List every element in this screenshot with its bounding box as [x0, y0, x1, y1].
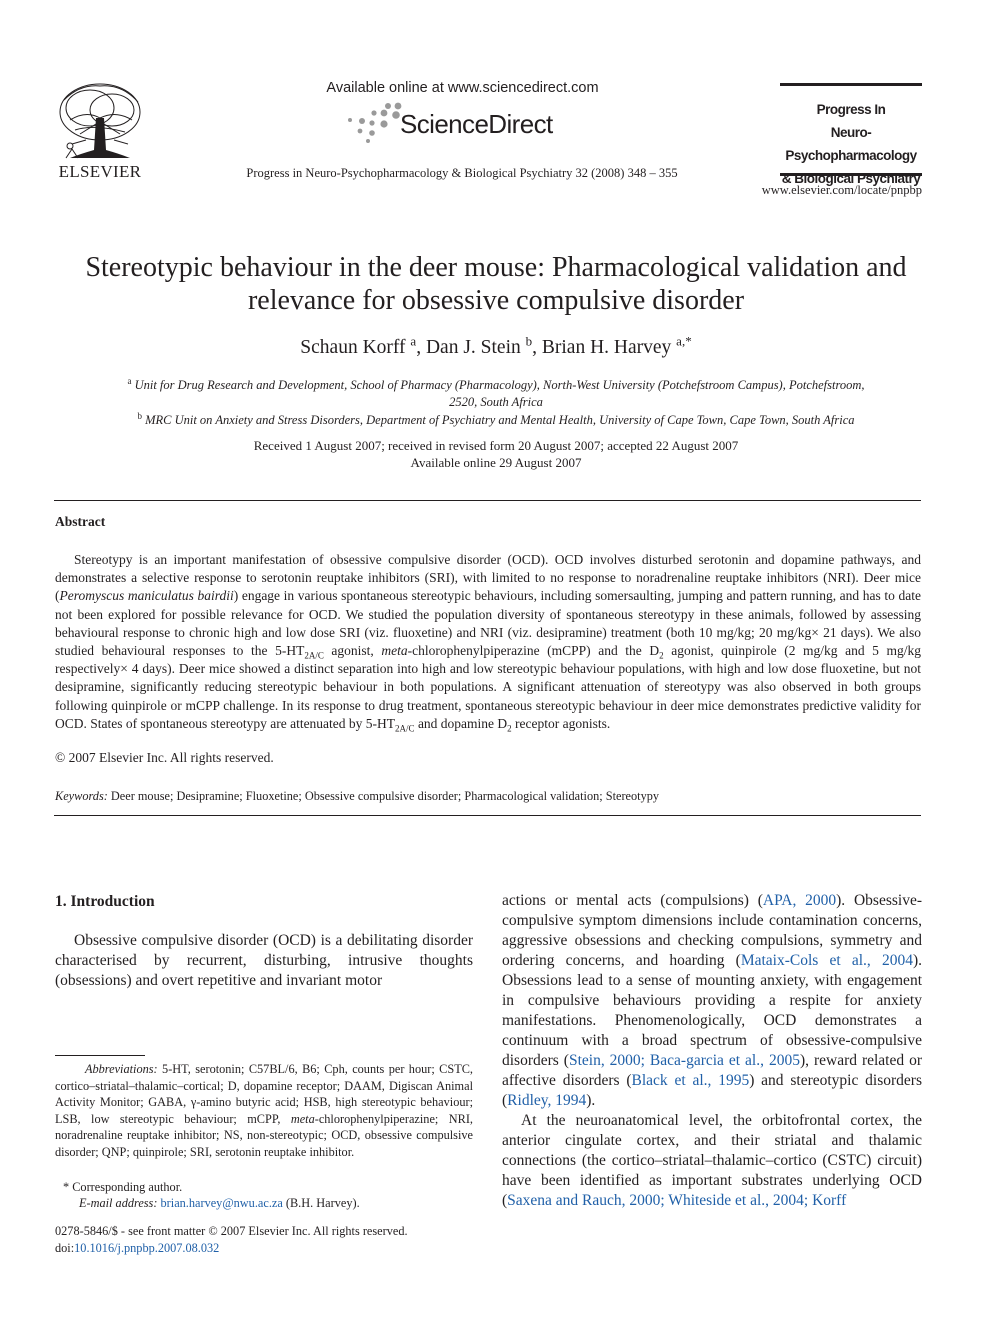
abstract-text-run: -chlorophenylpiperazine (mCPP) and the D	[407, 643, 660, 659]
citation-link[interactable]: Ridley, 1994	[507, 1092, 587, 1109]
email-label: E-mail address:	[79, 1196, 158, 1210]
journal-title-logo	[774, 98, 928, 190]
footnote-text: -chlorophenylpiperazine; NRI, noradrenaline reuptake inhibitor; NS, non-stereotypic; OCD, obsessive compulsive disorder; QNP; quinpirole; SRI, serotonin reuptake inhibitor.	[55, 1111, 473, 1159]
affiliation-text: 2520, South Africa	[449, 395, 543, 409]
divider	[54, 500, 921, 501]
body-text-run: At the neuroanatomical level, the orbitofrontal cortex, the anterior cingulate cortex, and their striatal and thalamic connections (the cortico–striatal–thalamic–cortico (CSTC) circuit) have been identified as important substrates underlying OCD (	[502, 1112, 922, 1209]
abstract-text-run: agonist, quinpirole (2 mg/kg and 5 mg/kg respectively× 4 days). Deer mice showed a distinct separation into high and low stereotypic behaviour populations, with high and low dose fluoxetine, but not desipramine, significantly reducing stereotypic behaviour in both populations. A significant attenuation of stereotypy was also observed in both groups following quinpirole or mCPP challenge. In its response to drug treatment, spontaneous stereotypic behaviour in deer mice demonstrates predictive validity for OCD. States of spontaneous stereotypy are attenuated by 5-HT	[55, 643, 921, 731]
doi-label: doi:	[55, 1241, 75, 1255]
subscript: 2A/C	[304, 650, 324, 661]
subscript: 2	[507, 723, 512, 734]
author-separator: ,	[532, 337, 542, 358]
author-list	[40, 333, 952, 359]
corresponding-author-note: * Corresponding author.	[63, 1180, 183, 1194]
available-online-date: Available online 29 August 2007	[410, 455, 582, 470]
italic-prefix: meta	[290, 1111, 315, 1126]
section-heading: 1. Introduction	[55, 893, 155, 910]
citation-link[interactable]: Stein, 2000; Baca-garcia et al., 2005	[568, 1052, 800, 1069]
keywords-list: Deer mouse; Desipramine; Fluoxetine; Obsessive compulsive disorder; Pharmacological validation; Stereotypy	[107, 789, 660, 803]
available-online-banner[interactable]: Available online at www.sciencedirect.com	[326, 80, 599, 96]
author-affiliation-mark[interactable]: b	[525, 333, 533, 349]
author-separator: ,	[416, 337, 426, 358]
abstract-text-run: Stereotypy is an important manifestation of obsessive compulsive disorder (OCD). OCD involves disturbed serotonin and dopamine pathways, and demonstrates a selective response to serotonin reuptake inhibitors (SRI), with limited to no response to noradrenaline reuptake inhibitors (NRI). Deer mice (	[55, 552, 921, 604]
affiliation-mark: a	[127, 375, 132, 386]
author-name: Dan J. Stein	[425, 337, 521, 358]
author-name: Brian H. Harvey	[541, 337, 672, 358]
affiliation-text: Unit for Drug Research and Development, School of Pharmacy (Pharmacology), North-West University (Potchefstroom Campus), Potchefstroom,	[134, 378, 865, 392]
divider	[54, 815, 921, 816]
citation-link[interactable]: APA, 2000	[762, 892, 837, 909]
affiliation-mark: b	[137, 410, 142, 421]
body-text-run: ).	[586, 1092, 596, 1109]
italic-prefix: meta	[381, 643, 408, 659]
body-text-run: ) and stereotypic disorders (	[502, 1072, 922, 1109]
abbreviations-footnote	[55, 1061, 473, 1160]
citation-link[interactable]: Mataix-Cols et al., 2004	[740, 952, 913, 969]
abstract-text-run: agonist,	[323, 643, 382, 659]
article-title-line: relevance for obsessive compulsive disorder	[247, 285, 745, 316]
body-paragraph	[502, 891, 922, 1111]
subscript: 2A/C	[395, 723, 415, 734]
species-name: Peromyscus maniculatus bairdii	[59, 588, 234, 604]
abstract-heading: Abstract	[55, 514, 106, 529]
email-footnote	[55, 1195, 473, 1212]
abbreviations-label: Abbreviations:	[85, 1062, 158, 1076]
email-link[interactable]: brian.harvey@nwu.ac.za	[160, 1196, 283, 1210]
journal-title-line: & Biological Psychiatry	[781, 171, 921, 186]
footnote-divider	[55, 1055, 145, 1056]
body-text-run: ). Obsessive-compulsive symptom dimensions include contamination concerns, aggressive obsessions and checking compulsions, symmetry and ordering concerns, and hoarding (	[502, 892, 922, 969]
author-affiliation-mark[interactable]: a,*	[676, 333, 692, 349]
body-text-run: ), reward related or affective disorders (	[502, 1052, 922, 1089]
received-dates: Received 1 August 2007; received in revised form 20 August 2007; accepted 22 August 2007	[253, 438, 739, 453]
elsevier-wordmark: ELSEVIER	[58, 162, 142, 181]
author-affiliation-mark[interactable]: a	[410, 333, 417, 349]
sciencedirect-wordmark: ScienceDirect	[400, 109, 553, 139]
citation-link[interactable]: Black et al., 1995	[631, 1072, 750, 1089]
article-title-line: Stereotypic behaviour in the deer mouse: Pharmacological validation and	[85, 252, 907, 283]
keywords	[55, 789, 659, 804]
citation-link[interactable]: Saxena and Rauch, 2000; Whiteside et al., 2004; Korff	[507, 1192, 847, 1209]
journal-title-line: Progress In	[816, 102, 886, 117]
body-text-run: actions or mental acts (compulsions) (	[502, 892, 763, 909]
abstract-text-run: receptor agonists.	[511, 715, 611, 731]
body-text-run: ). Obsessions lead to a sense of mounting anxiety, with engagement in compulsive behaviours providing a respite for anxiety manifestations. Phenomenologically, OCD demonstrates a continuum with a broad spectrum of obsessive-compulsive disorders (	[502, 952, 922, 1069]
issn-line: 0278-5846/$ - see front matter © 2007 Elsevier Inc. All rights reserved.	[55, 1224, 408, 1238]
affiliation-a	[60, 377, 932, 411]
footnote-text: 5-HT, serotonin; C57BL/6, B6; Cph, counts per hour; CSTC, cortico–striatal–thalamic–cortical; D, dopamine receptor; DAAM, Digiscan Animal Activity Monitor; GABA, γ-amino butyric acid; HSB, high stereotypic behaviour; LSB, low stereotypic behaviour; mCPP,	[55, 1062, 473, 1126]
author-name: Schaun Korff	[300, 337, 406, 358]
body-paragraph: Obsessive compulsive disorder (OCD) is a debilitating disorder characterised by recurrent, disturbing, intrusive thoughts (obsessions) and overt repetitive and invariant motor	[55, 932, 473, 989]
article-title	[40, 251, 952, 317]
journal-title-line: Neuro-Psychopharmacology	[785, 125, 917, 163]
affiliation-text: MRC Unit on Anxiety and Stress Disorders, Department of Psychiatry and Mental Health, University of Cape Town, Cape Town, South Africa	[145, 413, 855, 427]
subscript: 2	[659, 650, 664, 661]
doi-link[interactable]: 10.1016/j.pnpbp.2007.08.032	[74, 1241, 220, 1255]
keywords-label: Keywords:	[55, 789, 108, 803]
journal-citation: Progress in Neuro-Psychopharmacology & Biological Psychiatry 32 (2008) 348 – 355	[246, 166, 678, 180]
abstract-text	[55, 551, 921, 733]
body-paragraph	[502, 1111, 922, 1211]
journal-url-link[interactable]: www.elsevier.com/locate/pnpbp	[761, 183, 922, 197]
email-owner: (B.H. Harvey).	[282, 1196, 360, 1210]
copyright-notice: © 2007 Elsevier Inc. All rights reserved.	[55, 750, 274, 765]
doi-line	[55, 1241, 219, 1256]
abstract-text-run: and dopamine D	[414, 715, 508, 731]
abstract-text-run: ) engage in various spontaneous stereotypic behaviours, including somersaulting, jumping and pattern running, and has to date not been explored for possible relevance for OCD. We studied the population diversity of spontaneous stereotypy in these animals, followed by assessing behavioural response to chronic high and low dose SRI (viz. fluoxetine) and NRI (viz. desipramine) treatment (both 10 mg/kg; 20 mg/kg× 21 days). We also studied behavioural responses to the 5-HT	[55, 588, 921, 659]
affiliation-b	[60, 412, 932, 429]
